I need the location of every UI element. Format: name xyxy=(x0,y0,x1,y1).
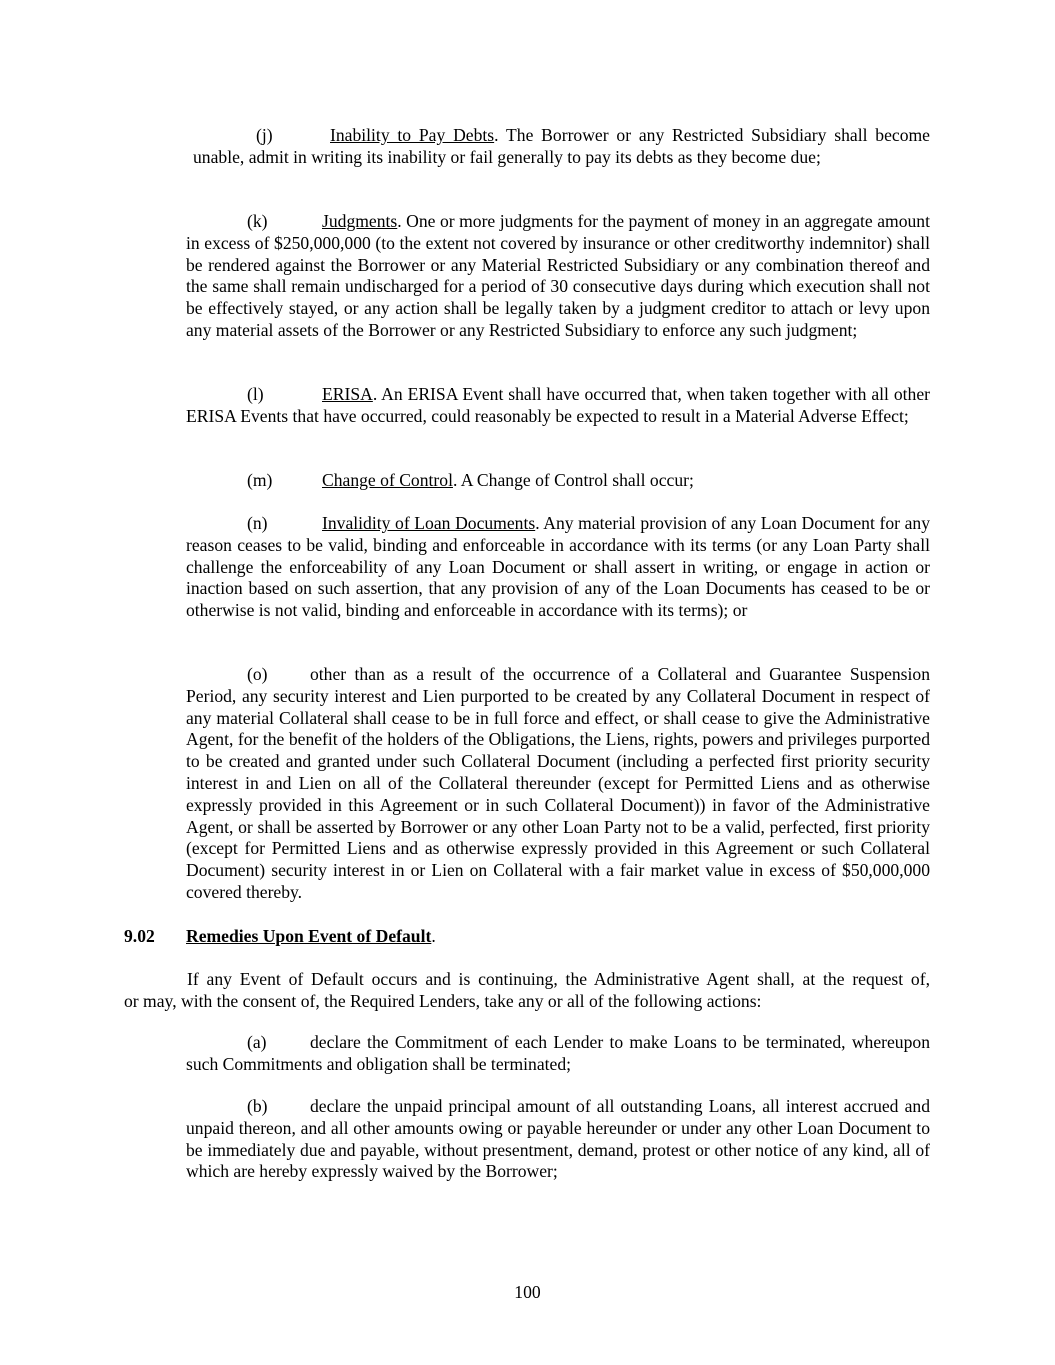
section-number: 9.02 xyxy=(124,926,155,946)
clause-m-marker: (m) xyxy=(247,470,273,490)
clause-l xyxy=(186,384,930,428)
clause-k-marker: (k) xyxy=(247,211,268,231)
clause-n-heading: Invalidity of Loan Documents xyxy=(322,513,536,533)
remedy-a-text: declare the Commitment of each Lender to make Loans to be terminated, whereupon such Commitments and obligation shall be terminated; xyxy=(186,1032,930,1074)
clause-l-heading: ERISA xyxy=(322,384,373,404)
clause-j-heading: Inability to Pay Debts xyxy=(330,125,495,145)
clause-j xyxy=(193,125,930,169)
clause-m-text: . A Change of Control shall occur; xyxy=(452,470,694,490)
section-title: Remedies Upon Event of Default xyxy=(186,926,432,946)
clause-j-marker: (j) xyxy=(256,125,273,145)
section-title-end: . xyxy=(431,926,436,946)
clause-m xyxy=(186,470,930,492)
section-intro-rest-line xyxy=(124,991,930,1013)
section-heading xyxy=(124,926,930,948)
remedy-a-marker: (a) xyxy=(247,1032,267,1052)
clause-n xyxy=(186,513,930,622)
section-intro-first-line xyxy=(124,969,930,991)
remedy-a xyxy=(186,1032,930,1076)
clause-o-marker: (o) xyxy=(247,664,268,684)
clause-j-text: . The Borrower or any Restricted Subsidiary shall become unable, admit in writing its inability or fail generally to pay its debts as they become due; xyxy=(193,125,930,167)
clause-k-heading: Judgments xyxy=(322,211,398,231)
section-intro-first: If any Event of Default occurs and is continuing, the Administrative Agent shall, at the request of, xyxy=(187,969,930,989)
section-intro-rest: or may, with the consent of, the Required Lenders, take any or all of the following actions: xyxy=(124,991,762,1011)
page-number: 100 xyxy=(514,1282,541,1302)
clause-n-text: . Any material provision of any Loan Document for any reason ceases to be valid, binding and enforceable in accordance with its terms (or any Loan Party shall challenge the enforceability of any Loan Document or shall assert in writing, or engage in action or inaction based on such assertion, that any provision of any of the Loan Documents has ceased to be or otherwise is not valid, binding and enforceable in accordance with its terms); or xyxy=(186,513,930,621)
clause-m-heading: Change of Control xyxy=(322,470,453,490)
clause-o xyxy=(186,664,930,904)
clause-o-text: other than as a result of the occurrence of a Collateral and Guarantee Suspension Period, any security interest and Lien purported to be created by any Collateral Document in respect of any material Collateral shall cease to be in full force and effect, or shall cease to give the Administrative Agent, for the benefit of the holders of the Obligations, the Liens, rights, powers and privileges purported to be created and granted under such Collateral Document (including a perfected first priority security interest in and Lien on all of the Collateral thereunder (except for Permitted Liens and as otherwise expressly provided in this Agreement or in such Collateral Document)) in favor of the Administrative Agent, or shall be asserted by Borrower or any other Loan Party not to be a valid, perfected, first priority (except for Permitted Liens and as otherwise expressly provided in this Agreement or such Collateral Document) security interest in or Lien on Collateral with a fair market value in excess of $50,000,000 covered thereby. xyxy=(186,664,930,902)
clause-n-marker: (n) xyxy=(247,513,268,533)
remedy-b-marker: (b) xyxy=(247,1096,268,1116)
clause-l-marker: (l) xyxy=(247,384,264,404)
clause-l-text: . An ERISA Event shall have occurred that, when taken together with all other ERISA Events that have occurred, could reasonably be expected to result in a Material Adverse Effect; xyxy=(186,384,930,426)
clause-k xyxy=(186,211,930,342)
clause-k-text: . One or more judgments for the payment of money in an aggregate amount in excess of $250,000,000 (to the extent not covered by insurance or other creditworthy indemnitor) shall be rendered against the Borrower or any Material Restricted Subsidiary or any combination thereof and the same shall remain undischarged for a period of 30 consecutive days during which execution shall not be effectively stayed, or any action shall be legally taken by a judgment creditor to attach or levy upon any material assets of the Borrower or any Restricted Subsidiary to enforce any such judgment; xyxy=(186,211,930,340)
remedy-b xyxy=(186,1096,930,1183)
remedy-b-text: declare the unpaid principal amount of all outstanding Loans, all interest accrued and unpaid thereon, and all other amounts owing or payable hereunder or under any other Loan Document to be immediately due and payable, without presentment, demand, protest or other notice of any kind, all of which are hereby expressly waived by the Borrower; xyxy=(186,1096,930,1182)
